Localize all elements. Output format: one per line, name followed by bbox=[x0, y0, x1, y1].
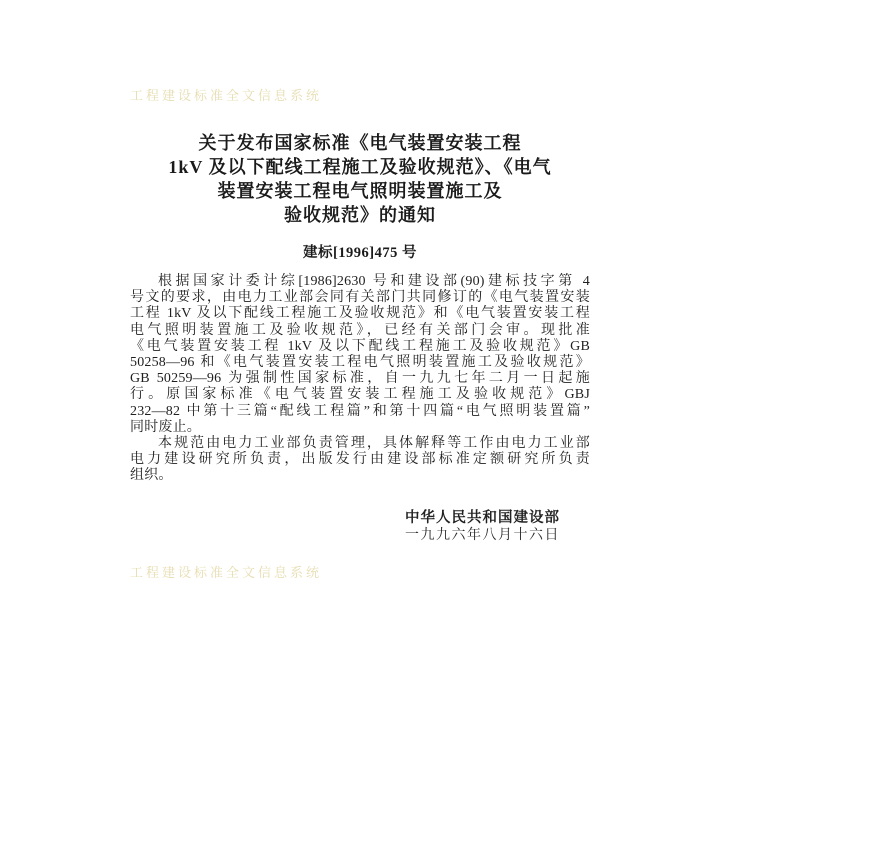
watermark-top: 工程建设标准全文信息系统 bbox=[130, 88, 323, 103]
text-line: 行。原国家标准《电气装置安装工程施工及验收规范》GBJ bbox=[130, 387, 590, 403]
text-line: 同时废止。 bbox=[130, 419, 201, 435]
text-line: 组织。 bbox=[130, 468, 173, 484]
text-line: 本规范由电力工业部负责管理，具体解释等工作由电力工业部 bbox=[158, 436, 590, 452]
text-line: 号文的要求，由电力工业部会同有关部门共同修订的《电气装置安装 bbox=[130, 290, 590, 306]
title-line: 装置安装工程电气照明装置施工及 bbox=[217, 181, 503, 201]
document-title bbox=[130, 131, 590, 227]
paragraph-1 bbox=[130, 274, 590, 436]
title-line: 关于发布国家标准《电气装置安装工程 bbox=[198, 133, 522, 153]
text-line: 电力建设研究所负责，出版发行由建设部标准定额研究所负责 bbox=[130, 452, 590, 468]
signature-block bbox=[130, 509, 560, 545]
text-line: 232—82 中第十三篇“配线工程篇”和第十四篇“电气照明装置篇” bbox=[130, 403, 590, 419]
title-line: 1kV 及以下配线工程施工及验收规范》、《电气 bbox=[168, 157, 552, 177]
text-line: 电气照明装置施工及验收规范》，已经有关部门会审。现批准 bbox=[130, 322, 590, 338]
watermark-bottom: 工程建设标准全文信息系统 bbox=[130, 565, 323, 580]
text-line: GB 50259—96 为强制性国家标准，自一九九七年二月一日起施 bbox=[130, 371, 590, 387]
doc-number: 建标[1996]475 号 bbox=[302, 245, 418, 261]
paragraph-2 bbox=[130, 436, 590, 485]
signature-org: 中华人民共和国建设部 bbox=[405, 510, 560, 526]
text-line: 根据国家计委计综[1986]2630 号和建设部(90)建标技字第 4 bbox=[158, 274, 590, 289]
text-line: 50258—96 和《电气装置安装工程电气照明装置施工及验收规范》 bbox=[130, 355, 590, 371]
document-body bbox=[130, 274, 590, 485]
title-line: 验收规范》的通知 bbox=[284, 205, 436, 225]
signature-date: 一九九六年八月十六日 bbox=[405, 528, 560, 543]
text-line: 《电气装置安装工程 1kV 及以下配线工程施工及验收规范》GB bbox=[130, 338, 590, 354]
text-line: 工程 1kV 及以下配线工程施工及验收规范》和《电气装置安装工程 bbox=[130, 306, 590, 322]
